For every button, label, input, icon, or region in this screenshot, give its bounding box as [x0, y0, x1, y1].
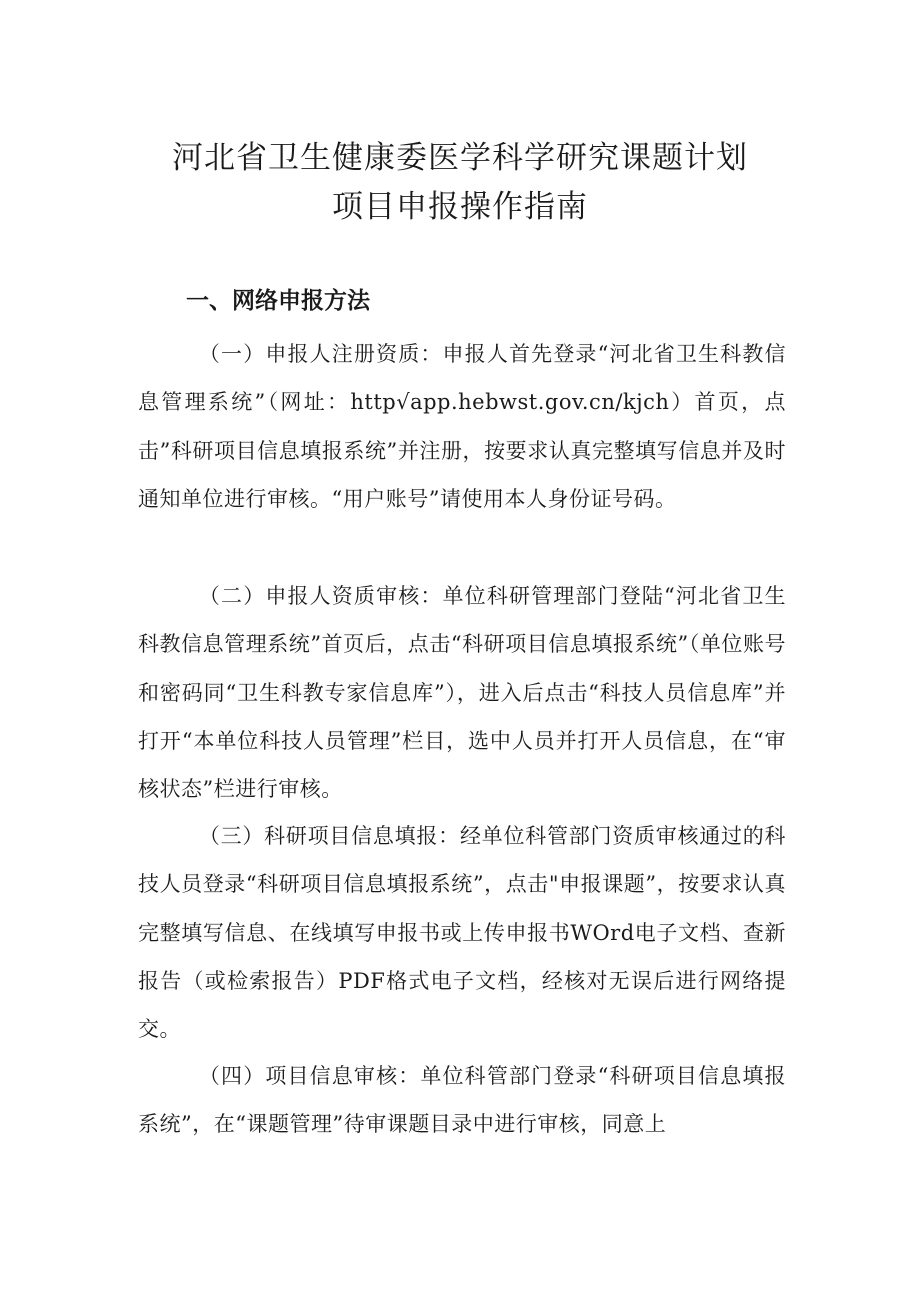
document-title-line-2: 项目申报操作指南: [332, 189, 588, 225]
document-title-line-1: 河北省卫生健康委医学科学研究课题计划: [172, 140, 748, 176]
paragraph-project-filling: （三）科研项目信息填报：经单位科管部门资质审核通过的科技人员登录“科研项目信息填报系统”，点击"申报课题”，按要求认真完整填写信息、在线填写申报书或上传申报书WOrd电子文档、查新报告（或检索报告）PDF格式电子文档，经核对无误后进行网络提交。: [138, 824, 786, 1042]
paragraph-registration: （一）申报人注册资质：申报人首先登录“河北省卫生科教信息管理系统”（网址：http√app.hebwst.gov.cn/kjch）首页，点击”科研项目信息填报系统”并注册，按要求认真完整填写信息并及时通知单位进行审核。“用户账号”请使用本人身份证号码。: [138, 342, 786, 511]
paragraph-project-review: （四）项目信息审核：单位科管部门登录“科研项目信息填报系统”，在“课题管理”待审课题目录中进行审核，同意上: [138, 1064, 786, 1137]
paragraph-qualification-review: （二）申报人资质审核：单位科研管理部门登陆“河北省卫生科教信息管理系统”首页后，点击“科研项目信息填报系统”（单位账号和密码同“卫生科教专家信息库”），进入后点击“科技人员信息库”并打开“本单位科技人员管理”栏目，选中人员并打开人员信息，在“审核状态”栏进行审核。: [138, 584, 786, 802]
section-heading: 一、网络申报方法: [186, 288, 370, 314]
